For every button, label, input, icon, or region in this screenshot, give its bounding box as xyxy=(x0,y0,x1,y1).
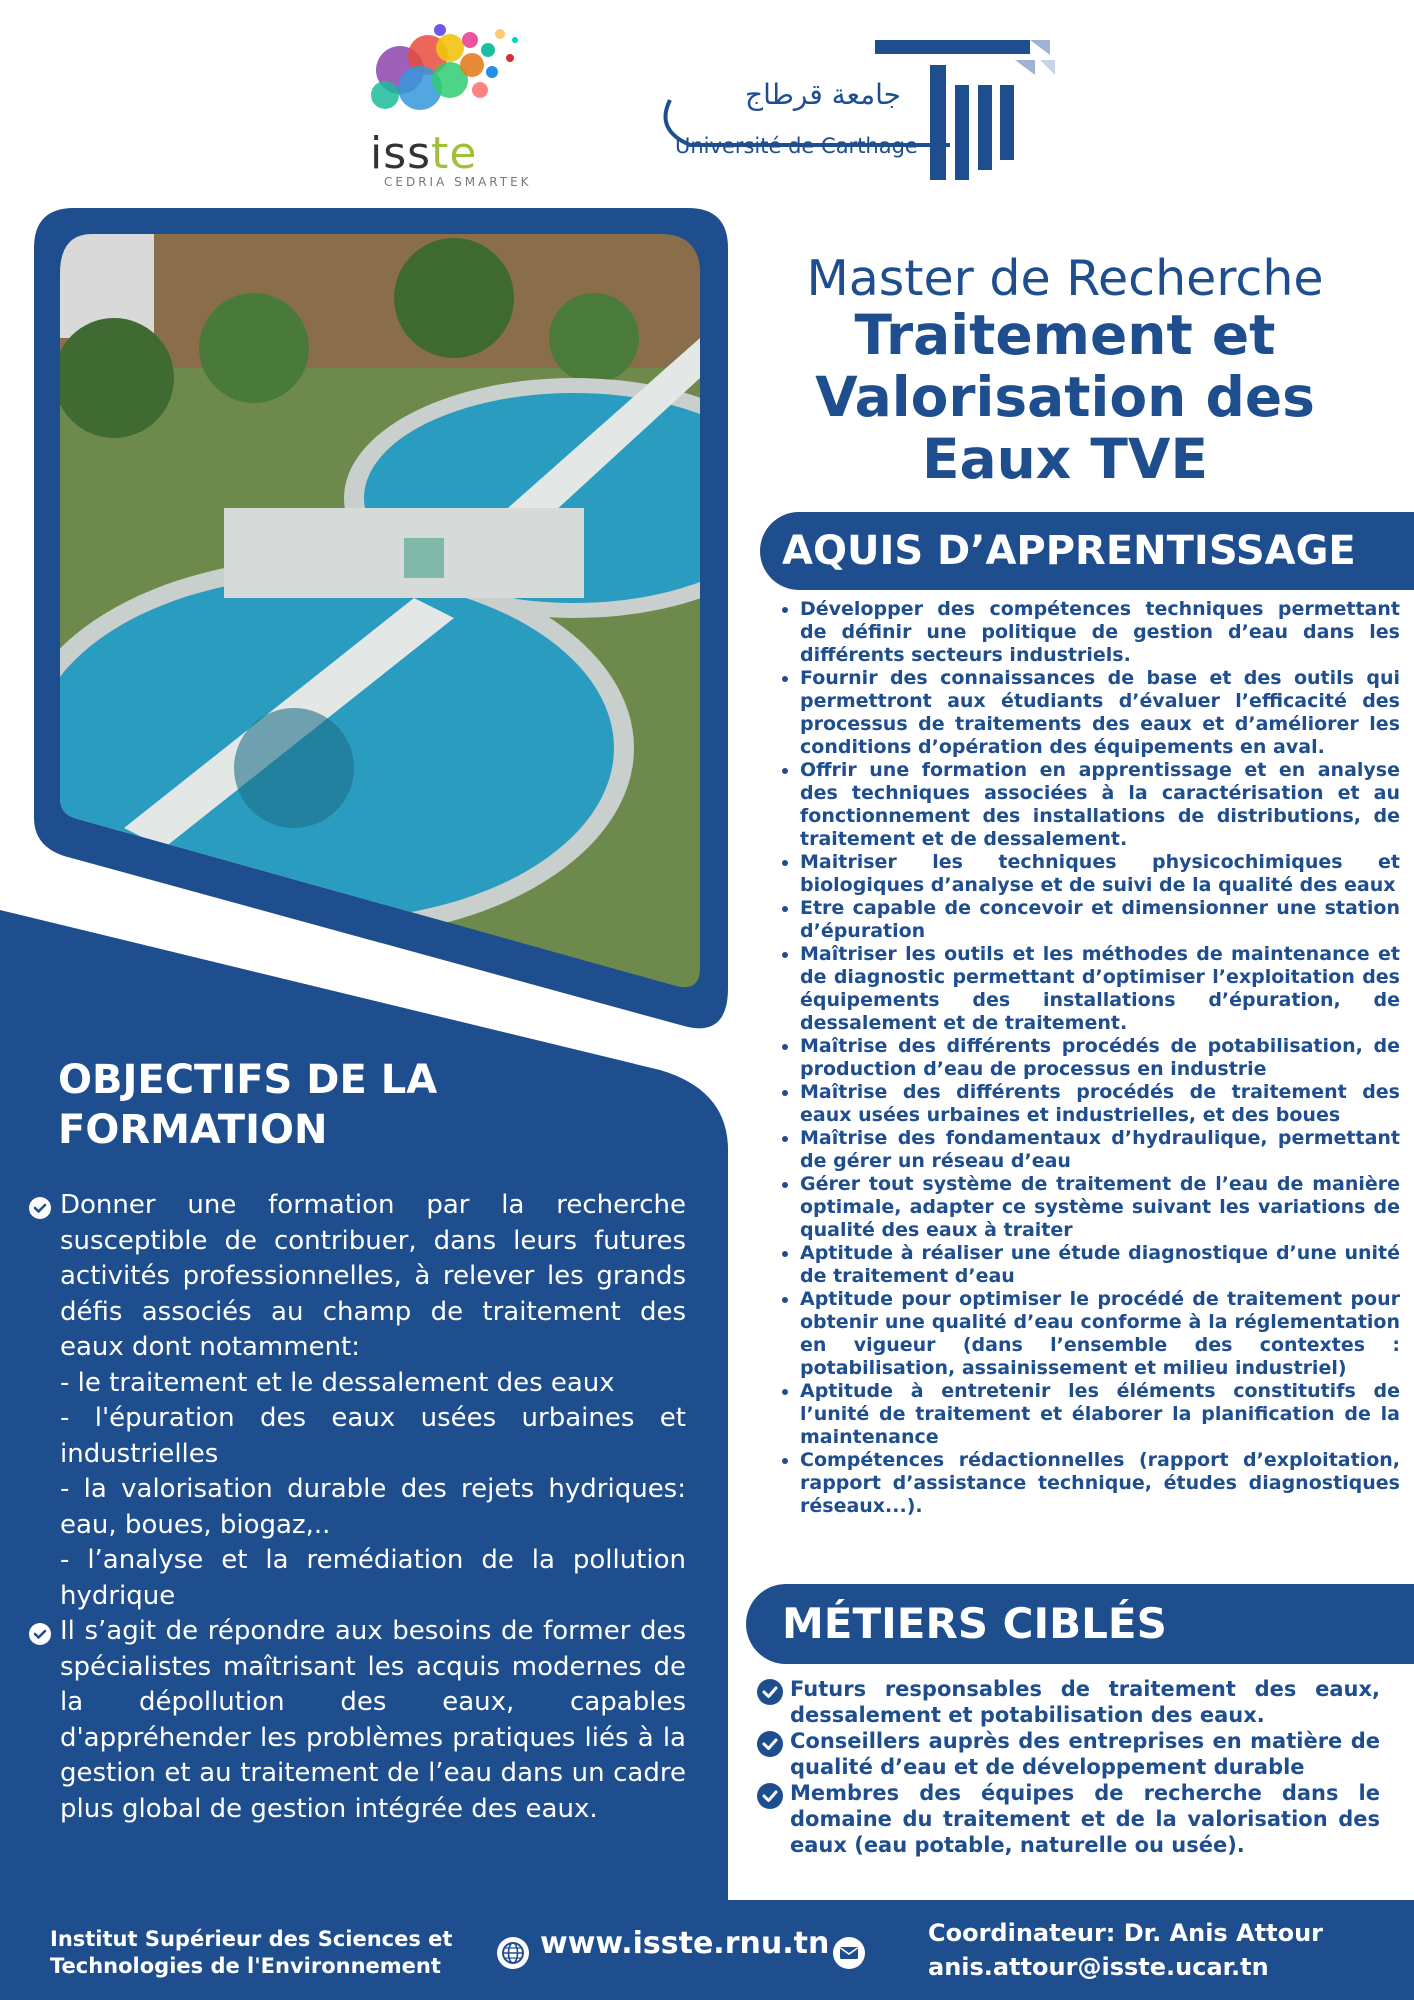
objectives-item-text: Il s’agit de répondre aux besoins de former des spécialistes maîtrisant les acquis modernes de la dépollution des eaux, capables d'appréhender les problèmes pratiques liés à la gestion et au traitement de l’eau dans un cadre plus global de gestion intégrée des eaux. xyxy=(60,1616,686,1824)
objectives-subitem: - le traitement et le dessalement des eaux xyxy=(60,1367,615,1398)
acquis-item: • Maitriser les techniques physicochimiques et biologiques d’analyse et de suivi de la qualité des eaux xyxy=(800,851,1400,897)
metiers-item xyxy=(756,1780,1380,1858)
acquis-item: • Maîtrise des différents procédés de traitement des eaux usées urbaines et industrielles, et des boues xyxy=(800,1081,1400,1127)
check-circle-icon xyxy=(756,1730,784,1758)
objectives-subitem: - l'épuration des eaux usées urbaines et industrielles xyxy=(60,1403,686,1469)
acquis-item: • Aptitude à entretenir les éléments constitutifs de l’unité de traitement et élaborer la planification de la maintenance xyxy=(800,1380,1400,1449)
metiers-item-text: Membres des équipes de recherche dans le domaine du traitement et de la valorisation des eaux (eau potable, naturelle ou usée). xyxy=(790,1781,1380,1857)
check-circle-icon xyxy=(28,1196,52,1220)
acquis-item: • Aptitude pour optimiser le procédé de traitement pour obtenir une qualité d’eau conforme à la réglementation en vigueur (dans l’ensemble des contextes : potabilisation, assainissement et milieu industriel) xyxy=(800,1288,1400,1380)
isste-logo-text: isste xyxy=(370,128,478,179)
objectives-item xyxy=(28,1188,686,1614)
metiers-item xyxy=(756,1676,1380,1728)
objectives-item-intro: Donner une formation par la recherche susceptible de contribuer, dans leurs futures activités professionnelles, à relever les grands défis associés au champ de traitement des eaux dont notamment: xyxy=(60,1190,686,1362)
acquis-item: • Compétences rédactionnelles (rapport d’exploitation, rapport d’assistance technique, études diagnostiques réseaux...). xyxy=(800,1449,1400,1518)
water-treatment-photo xyxy=(34,208,728,1034)
metiers-heading: MÉTIERS CIBLÉS xyxy=(746,1584,1414,1664)
isste-logo-subtitle: CEDRIA SMARTEK xyxy=(384,175,532,189)
objectives-item xyxy=(28,1614,686,1827)
acquis-item: • Etre capable de concevoir et dimensionner une station d’épuration xyxy=(800,897,1400,943)
acquis-item: • Maîtrise des différents procédés de potabilisation, de production d’eau de processus en industrie xyxy=(800,1035,1400,1081)
metiers-item-text: Conseillers auprès des entreprises en matière de qualité d’eau et de développement durable xyxy=(790,1729,1380,1779)
acquis-item: • Gérer tout système de traitement de l’eau de manière optimale, adapter ce système suivant les variations de qualité des eaux à traiter xyxy=(800,1173,1400,1242)
footer-coordinator: Coordinateur: Dr. Anis Attour anis.attour@isste.ucar.tn xyxy=(928,1919,1324,1981)
check-circle-icon xyxy=(756,1678,784,1706)
objectives-list xyxy=(28,1188,686,1827)
acquis-list xyxy=(780,598,1400,1518)
envelope-icon xyxy=(832,1936,866,1970)
footer-website-link[interactable]: www.isste.rnu.tn xyxy=(540,1926,830,1961)
acquis-item: • Aptitude à réaliser une étude diagnostique d’une unité de traitement d’eau xyxy=(800,1242,1400,1288)
objectives-subitem: - l’analyse et la remédiation de la pollution hydrique xyxy=(60,1545,686,1611)
objectives-subitem: - la valorisation durable des rejets hydriques: eau, boues, biogaz,.. xyxy=(60,1474,686,1540)
acquis-item: • Développer des compétences techniques permettant de définir une politique de gestion d’eau dans les différents secteurs industriels. xyxy=(800,598,1400,667)
metiers-list xyxy=(756,1676,1380,1858)
acquis-item: • Maîtrise des fondamentaux d’hydraulique, permettant de gérer un réseau d’eau xyxy=(800,1127,1400,1173)
footer-institute: Institut Supérieur des Sciences et Technologies de l'Environnement xyxy=(50,1927,453,1978)
program-subtitle: Master de Recherche xyxy=(806,250,1324,307)
acquis-item: • Offrir une formation en apprentissage et en analyse des techniques associées à la caractérisation et au fonctionnement des installations de distributions, de traitement et de dessalement. xyxy=(800,759,1400,851)
check-circle-icon xyxy=(756,1782,784,1810)
university-name-arabic: جامعة قرطاج xyxy=(745,78,901,111)
metiers-item-text: Futurs responsables de traitement des eaux, dessalement et potabilisation des eaux. xyxy=(790,1677,1380,1727)
program-title: Traitement et Valorisation des Eaux TVE xyxy=(815,303,1315,491)
acquis-item: • Fournir des connaissances de base et des outils qui permettront aux étudiants d’évaluer l’efficacité des processus de traitements des eaux et d’améliorer les conditions d’opération des équipements en aval. xyxy=(800,667,1400,759)
check-circle-icon xyxy=(28,1622,52,1646)
acquis-heading: AQUIS D’APPRENTISSAGE xyxy=(760,512,1414,590)
metiers-item xyxy=(756,1728,1380,1780)
objectives-heading: OBJECTIFS DE LA FORMATION xyxy=(58,1057,438,1153)
university-name-french: Université de Carthage xyxy=(675,134,918,158)
acquis-item: • Maîtriser les outils et les méthodes de maintenance et de diagnostic permettant d’optimiser l’exploitation des équipements des installations d’épuration, de dessalement et de traitement. xyxy=(800,943,1400,1035)
globe-icon xyxy=(496,1936,530,1970)
